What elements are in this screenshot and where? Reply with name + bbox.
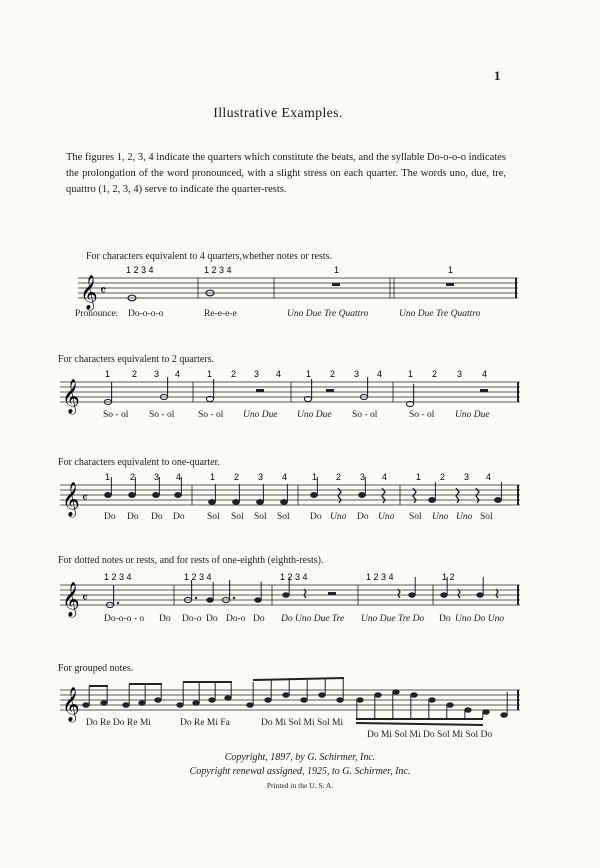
beat-number: 1 <box>408 369 414 379</box>
beat-number: 1 <box>105 472 111 482</box>
syllable: Sol <box>254 512 267 522</box>
syllable: So - ol <box>352 410 378 420</box>
beat-number: 4 <box>282 472 288 482</box>
beat-number: 4 <box>175 369 181 379</box>
beat-numbers: 1 <box>334 265 340 275</box>
syllable: Do Re Mi Fa <box>180 718 230 728</box>
syllable: Uno Due Tre Quattro <box>399 309 481 319</box>
beat-numbers: 1 <box>448 265 454 275</box>
beat-numbers: 1 2 3 4 <box>184 572 212 582</box>
syllable: Uno <box>378 512 395 522</box>
pronounce-label: Pronounce: <box>75 309 119 319</box>
beat-number: 2 <box>336 472 342 482</box>
half-rest-icon <box>328 592 336 595</box>
beat-number: 3 <box>154 472 160 482</box>
syllable: Do <box>439 614 451 624</box>
treble-clef-icon: 𝄞 <box>62 687 80 722</box>
beat-number: 3 <box>354 369 360 379</box>
beat-number: 3 <box>464 472 470 482</box>
beat-numbers: 1 2 3 4 <box>204 265 232 275</box>
syllable: Uno Due <box>455 410 490 420</box>
syllable: Uno Due Tre Quattro <box>287 309 369 319</box>
syllable: Do <box>206 614 218 624</box>
common-time-icon: 𝄴 <box>82 491 88 506</box>
section-heading-2-quarters: For characters equivalent to 2 quarters. <box>58 354 215 365</box>
beat-number: 1 <box>207 369 213 379</box>
syllable: Do Re Do Re Mi <box>86 718 151 728</box>
beat-number: 3 <box>457 369 463 379</box>
syllable: Uno <box>456 512 473 522</box>
section-heading-one-quarter: For characters equivalent to one-quarter. <box>58 457 220 468</box>
beat-number: 1 <box>312 472 318 482</box>
staff-2-quarters <box>60 368 520 418</box>
beat-number: 1 <box>105 369 111 379</box>
syllable: Uno Due <box>243 410 278 420</box>
syllable: Do <box>127 512 139 522</box>
syllable: Do <box>357 512 369 522</box>
beat-number: 2 <box>234 472 240 482</box>
syllable: Uno Due Tre Do <box>361 614 425 624</box>
syllable: Do <box>173 512 185 522</box>
syllable: Do Mi Sol Mi Do Sol Mi Sol Do <box>367 730 493 740</box>
beat-number: 2 <box>130 472 136 482</box>
half-rest-icon <box>326 389 334 392</box>
syllable: Do <box>151 512 163 522</box>
syllable: Uno Due <box>297 410 332 420</box>
beat-number: 4 <box>377 369 383 379</box>
syllable: Uno <box>432 512 449 522</box>
beat-numbers: 1 2 <box>442 572 455 582</box>
syllable: Do <box>104 512 116 522</box>
beat-number: 3 <box>258 472 264 482</box>
section-heading-grouped: For grouped notes. <box>58 663 134 674</box>
syllable: So - ol <box>198 410 224 420</box>
syllable: Uno Do Uno <box>455 614 505 624</box>
syllable: Sol <box>231 512 244 522</box>
beat-number: 4 <box>176 472 182 482</box>
treble-clef-icon: 𝄞 <box>62 482 80 517</box>
beat-number: 4 <box>486 472 492 482</box>
half-rest-icon <box>256 389 264 392</box>
treble-clef-icon: 𝄞 <box>80 275 98 310</box>
beat-number: 3 <box>360 472 366 482</box>
beat-number: 3 <box>154 369 160 379</box>
syllable: Do-o <box>182 614 202 624</box>
syllable: Do Uno Due Tre <box>281 614 345 624</box>
half-rest-icon <box>480 389 488 392</box>
beat-numbers: 1 2 3 4 <box>126 265 154 275</box>
treble-clef-icon: 𝄞 <box>62 379 80 414</box>
beat-numbers: 1 2 3 4 <box>104 572 132 582</box>
beat-number: 2 <box>330 369 336 379</box>
section-heading-dotted: For dotted notes or rests, and for rests of one-eighth (eighth-rests). <box>58 555 324 566</box>
syllable: Re-e-e-e <box>204 309 237 319</box>
syllable: Sol <box>207 512 220 522</box>
section-heading-4-quarters: For characters equivalent to 4 quarters,whether notes or rests. <box>86 251 333 262</box>
treble-clef-icon: 𝄞 <box>62 582 80 617</box>
printed-in-notice: Printed in the U. S. A. <box>266 781 334 790</box>
beat-numbers: 1 2 3 4 <box>366 572 394 582</box>
beat-number: 1 <box>416 472 422 482</box>
whole-rest-icon <box>332 283 340 286</box>
page-number: 1 <box>494 68 501 83</box>
beat-number: 2 <box>132 369 138 379</box>
copyright-renewal: Copyright renewal assigned, 1925, to G. Schirmer, Inc. <box>189 766 411 777</box>
syllable: Do <box>159 614 171 624</box>
syllable: Do Mi Sol Mi Sol Mi <box>261 718 344 728</box>
copyright-notice: Copyright, 1897, by G. Schirmer, Inc. <box>224 752 376 763</box>
beat-number: 1 <box>210 472 216 482</box>
syllable: Do-o <box>226 614 246 624</box>
syllable: Sol <box>480 512 493 522</box>
intro-paragraph: The figures 1, 2, 3, 4 indicate the quarters which constitute the beats, and the syllable Do-o-o-o indicates the prolongation of the word pronounced, with a slight stress on each quarter. The words uno, due, tre, quattro (1, 2, 3, 4) serve to indicate the quarter-rests. <box>66 152 506 195</box>
beat-number: 4 <box>482 369 488 379</box>
syllable: Uno <box>330 512 347 522</box>
beat-number: 2 <box>440 472 446 482</box>
common-time-icon: 𝄴 <box>100 283 107 299</box>
syllable: Do <box>253 614 265 624</box>
beat-number: 1 <box>306 369 312 379</box>
syllable: So - ol <box>409 410 435 420</box>
syllable: So - ol <box>103 410 129 420</box>
syllable: Do <box>310 512 322 522</box>
beat-numbers: 1 2 3 4 <box>280 572 308 582</box>
common-time-icon: 𝄴 <box>82 591 88 606</box>
whole-rest-icon <box>446 283 454 286</box>
syllable: Sol <box>409 512 422 522</box>
beat-number: 2 <box>231 369 237 379</box>
syllable: Do-o-o-o <box>128 309 164 319</box>
syllable: So - ol <box>149 410 175 420</box>
beat-number: 4 <box>276 369 282 379</box>
page-title: Illustrative Examples. <box>213 106 343 121</box>
beat-number: 2 <box>432 369 438 379</box>
syllable: Do-o-o - o <box>104 614 145 624</box>
beat-number: 4 <box>382 472 388 482</box>
syllable: Sol <box>277 512 290 522</box>
beat-number: 3 <box>254 369 260 379</box>
